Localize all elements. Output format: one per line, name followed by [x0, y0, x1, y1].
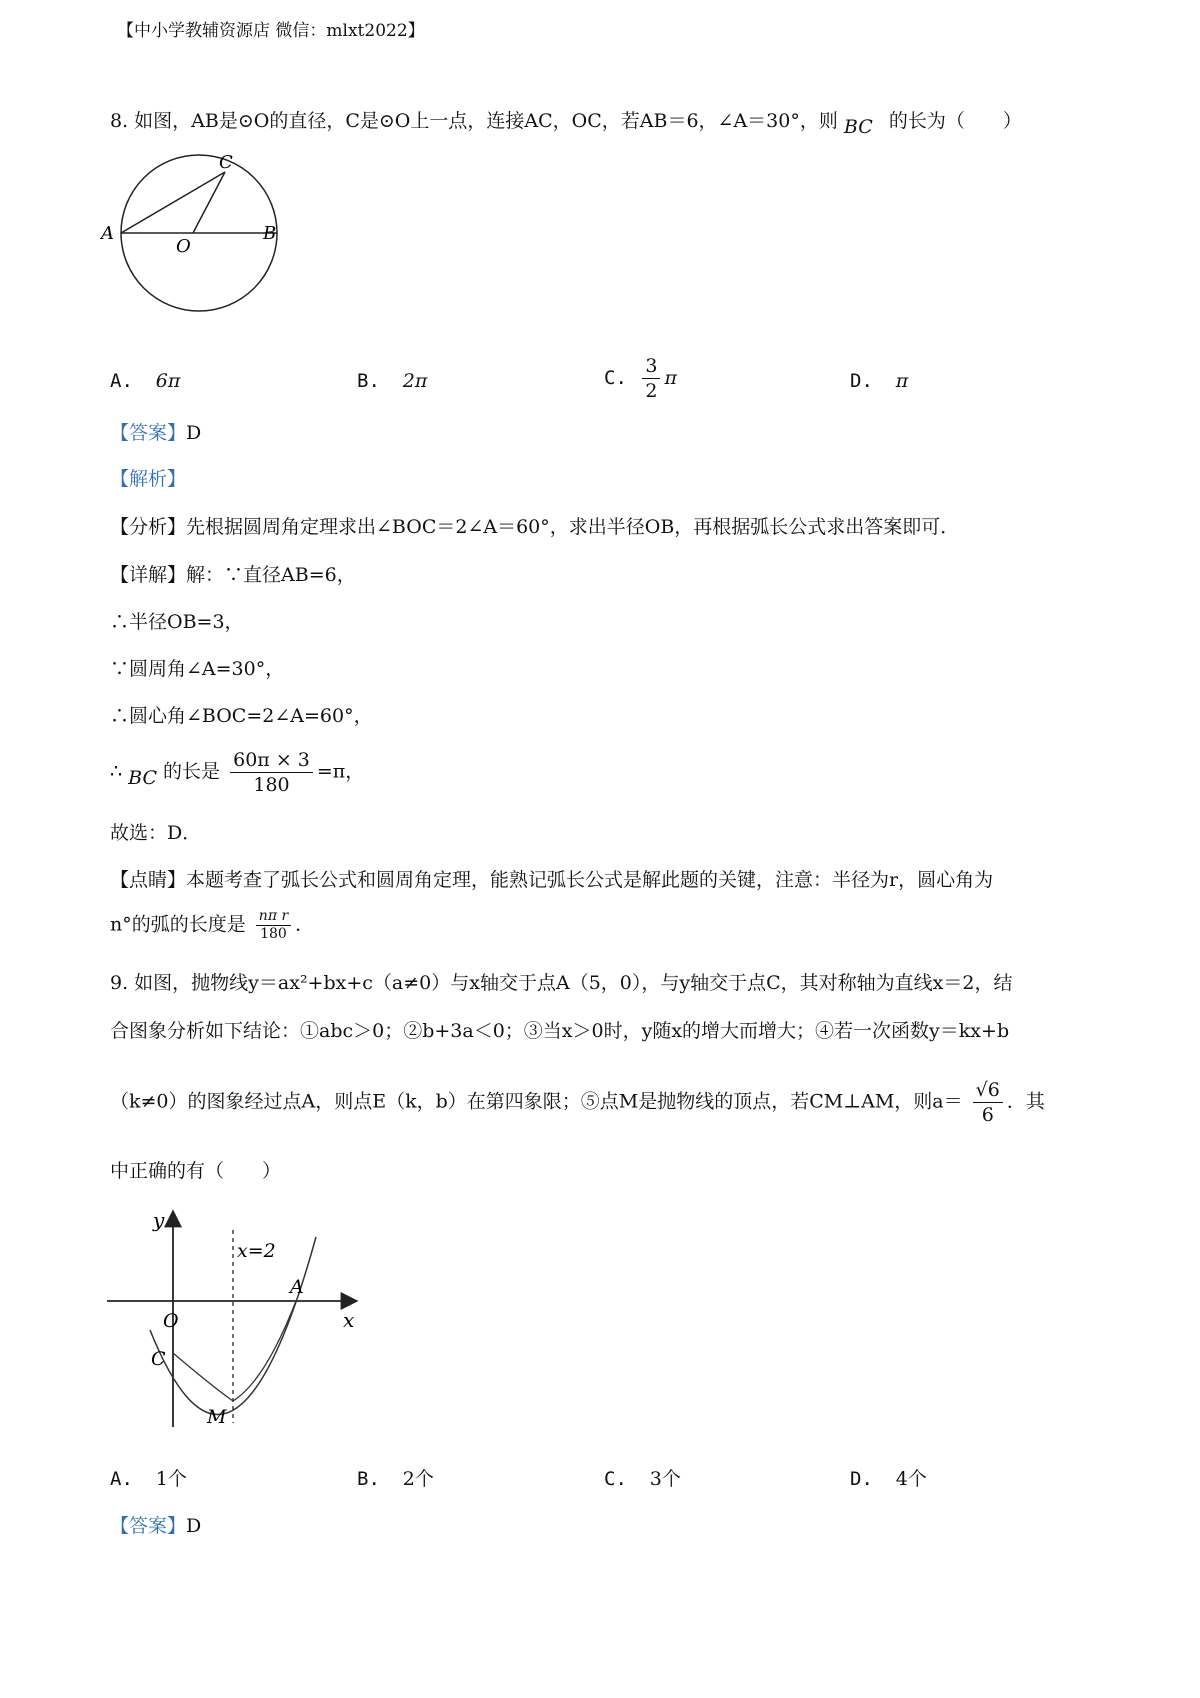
answer-tag: 【答案】: [110, 422, 187, 444]
q8-circle-figure: [100, 150, 300, 335]
label-a: A: [290, 1276, 304, 1298]
arc-length-fraction: [256, 908, 291, 943]
fraction-numerator: 3: [642, 354, 660, 379]
q8-option-c: [604, 354, 677, 403]
fraction-numerator: 60π × 3: [230, 748, 313, 773]
q8-step2: ∵圆周角∠A=30°，: [110, 658, 285, 680]
fraction-numerator: nπ r: [256, 908, 291, 926]
option-value: 1个: [155, 1468, 187, 1490]
fraction-denominator: 180: [260, 926, 287, 942]
step4-text: 的长是: [163, 760, 221, 783]
q8-answer: [110, 420, 201, 446]
q8-stem-text: 8. 如图，AB是⊙O的直径，C是⊙O上一点，连接AC，OC，若AB＝6，∠A＝30°，则: [110, 110, 838, 132]
option-label: C.: [604, 1468, 627, 1490]
q8-step1: ∴半径OB=3，: [110, 611, 244, 633]
option-value: 4个: [895, 1468, 927, 1490]
line3-text: （k≠0）的图象经过点A，则点E（k，b）在第四象限；⑤点M是抛物线的顶点，若CM⊥AM，则a＝: [110, 1090, 963, 1113]
q8-stem-tail: 的长为（ ）: [888, 110, 1022, 132]
q8-analysis-tag: 【解析】: [110, 468, 187, 490]
answer-value: D: [186, 422, 202, 444]
label-b: B: [263, 223, 277, 244]
xiangjie-tag: 【详解】: [110, 564, 187, 586]
fraction-denominator: 6: [981, 1104, 994, 1126]
option-value: 3个: [649, 1468, 681, 1490]
label-o: O: [176, 236, 191, 257]
step4-result: =π，: [316, 760, 365, 783]
q9-line4: 中正确的有（ ）: [110, 1160, 282, 1182]
page-header: 【中小学教辅资源店 微信：mlxt2022】: [117, 21, 425, 41]
option-label: D.: [850, 1468, 873, 1490]
q9-option-b: [357, 1466, 434, 1492]
label-c: C: [219, 152, 233, 173]
q8-xiangjie: [110, 562, 356, 588]
dianjing2-tail: ．: [295, 913, 315, 936]
step4-fraction: [230, 748, 313, 797]
answer-tag: 【答案】: [110, 1515, 187, 1537]
q9-option-d: [850, 1466, 927, 1492]
fenxi-tag: 【分析】: [110, 516, 187, 538]
q8-stem-arc: BC: [843, 116, 873, 138]
option-fraction: [642, 354, 660, 403]
option-label: A.: [110, 1468, 133, 1490]
q9-option-a: [110, 1466, 187, 1492]
label-c: C: [151, 1348, 166, 1370]
xiangjie-text: 解：∵直径AB=6，: [186, 564, 356, 586]
option-value: π: [895, 370, 909, 392]
q8-step4: [110, 748, 364, 797]
option-label: B.: [357, 1468, 380, 1490]
fraction-numerator: √6: [973, 1078, 1003, 1103]
line3-tail: ．其: [1006, 1090, 1045, 1113]
option-value: 2π: [402, 370, 428, 392]
dianjing-tag: 【点睛】: [110, 869, 187, 891]
fraction-denominator: 180: [253, 774, 290, 796]
label-m: M: [207, 1406, 227, 1428]
label-o: O: [163, 1310, 179, 1332]
answer-value: D: [186, 1515, 202, 1537]
segment-cm: [173, 1353, 233, 1401]
q8-option-d: [850, 368, 908, 394]
option-value: 2个: [402, 1468, 434, 1490]
q9-line1: 9. 如图，抛物线y＝ax²+bx+c（a≠0）与x轴交于点A（5，0），与y轴交于点C，其对称轴为直线x＝2，结: [110, 972, 1013, 994]
option-label: A.: [110, 370, 133, 392]
dianjing2-text: n°的弧的长度是: [110, 913, 246, 936]
q9-answer: [110, 1513, 201, 1539]
q9-parabola-figure: [105, 1205, 365, 1435]
q8-step5: 故选：D．: [110, 822, 202, 844]
q9-line3: [110, 1078, 1045, 1127]
q8-dianjing-2: [110, 908, 314, 943]
option-value: 6π: [155, 370, 181, 392]
label-a: A: [101, 223, 114, 244]
option-label: D.: [850, 370, 873, 392]
q8-stem: [110, 108, 1022, 138]
q9-line2: 合图象分析如下结论：①abc＞0；②b+3a＜0；③当x＞0时，y随x的增大而增大；④若一次函数y＝kx+b: [110, 1020, 1010, 1042]
q8-fenxi: [110, 514, 959, 540]
q8-option-a: [110, 368, 180, 394]
therefore-text: ∴: [110, 760, 123, 783]
fraction-denominator: 2: [645, 380, 658, 402]
label-y: y: [153, 1208, 165, 1232]
line3-fraction: [973, 1078, 1003, 1127]
label-x: x: [343, 1308, 355, 1332]
dianjing-text: 本题考查了弧长公式和圆周角定理，能熟记弧长公式是解此题的关键，注意：半径为r，圆心角为: [186, 869, 994, 891]
fenxi-text: 先根据圆周角定理求出∠BOC＝2∠A＝60°，求出半径OB，再根据弧长公式求出答案即可．: [186, 516, 960, 538]
label-axis: x=2: [237, 1240, 276, 1262]
q8-dianjing: [110, 867, 993, 893]
q8-option-b: [357, 368, 427, 394]
option-value: π: [664, 367, 677, 389]
q9-option-c: [604, 1466, 681, 1492]
option-label: C.: [604, 367, 627, 389]
arc-label: BC: [128, 766, 157, 789]
segment-am: [233, 1301, 296, 1401]
q8-step3: ∴圆心角∠BOC=2∠A=60°，: [110, 705, 373, 727]
option-label: B.: [357, 370, 380, 392]
